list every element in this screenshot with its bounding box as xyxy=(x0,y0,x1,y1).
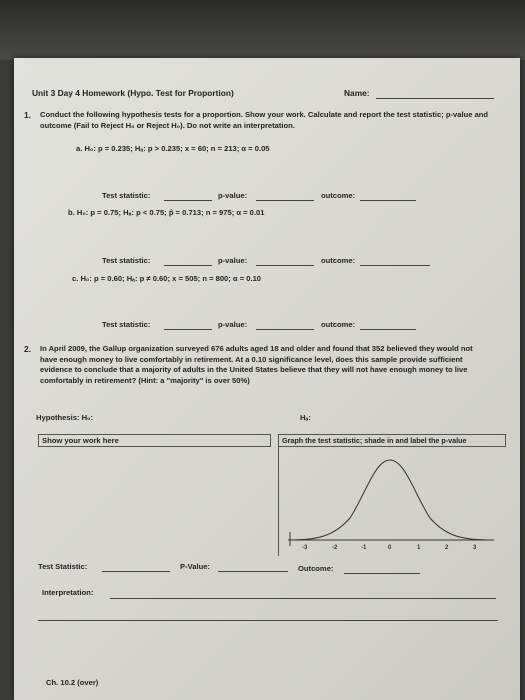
q2-p-value-line[interactable] xyxy=(218,571,288,572)
show-work-box-label: Show your work here xyxy=(38,434,271,447)
interpretation-label: Interpretation: xyxy=(42,588,94,597)
q1c-test-statistic-line[interactable] xyxy=(164,329,212,330)
q1a-test-statistic-line[interactable] xyxy=(164,200,212,201)
work-area[interactable] xyxy=(38,446,269,556)
background-shadow xyxy=(0,0,525,60)
q1b-p-value-label: p-value: xyxy=(218,256,248,265)
q1a-outcome-label: outcome: xyxy=(321,191,356,200)
axis-tick-label: -3 xyxy=(302,545,308,551)
q1c-outcome-line[interactable] xyxy=(360,329,416,330)
q1a-p-value-line[interactable] xyxy=(256,200,314,201)
q1c-p-value-label: p-value: xyxy=(218,320,248,329)
q1b-test-statistic-label: Test statistic: xyxy=(102,256,151,265)
name-line[interactable] xyxy=(376,98,494,99)
q1b-outcome-label: outcome: xyxy=(321,256,356,265)
q2-number: 2. xyxy=(24,344,31,354)
q1a-problem: a. H₀: p = 0.235; Hₐ: p > 0.235; x = 60; n = 213; α = 0.05 xyxy=(76,144,270,153)
page-title: Unit 3 Day 4 Homework (Hypo. Test for Proportion) xyxy=(32,88,234,98)
worksheet-page xyxy=(14,58,520,700)
q1-instructions: Conduct the following hypothesis tests for a proportion. Show your work. Calculate and report the test statistic; p-value and outcome (Fail to Reject H₀ or Reject H₀). Do not write an interpretation. xyxy=(40,110,489,130)
axis-tick-label: 2 xyxy=(445,545,449,551)
q2-p-value-label: P-Value: xyxy=(180,562,210,571)
graph-box-divider xyxy=(278,434,279,556)
q1a-p-value-label: p-value: xyxy=(218,191,248,200)
q2-text: In April 2009, the Gallup organization surveyed 676 adults aged 18 and older and found that 352 believed they would not have enough money to live comfortably in retirement. At a 0.10 significance level, does this sample provide sufficient evidence to conclude that a majority of adults in the United States believe that they will not have enough money to live comfortably in retirement? (Hint: a "majority" is over 50%) xyxy=(40,344,473,385)
q1b-p-value-line[interactable] xyxy=(256,265,314,266)
q1c-problem: c. H₀: p = 0.60; Hₐ: p ≠ 0.60; x = 505; n = 800; α = 0.10 xyxy=(72,274,262,283)
axis-tick-label: 3 xyxy=(473,545,477,551)
axis-tick-label: 1 xyxy=(417,545,421,551)
normal-curve xyxy=(290,460,490,540)
interpretation-line-2[interactable] xyxy=(38,620,498,621)
name-label: Name: xyxy=(344,88,370,98)
q1-number: 1. xyxy=(24,110,31,120)
q1a-outcome-line[interactable] xyxy=(360,200,416,201)
axis-tick-label: 0 xyxy=(388,545,392,551)
footer-chapter: Ch. 10.2 (over) xyxy=(46,678,99,687)
q1c-test-statistic-label: Test statistic: xyxy=(102,320,151,329)
normal-curve-graph[interactable] xyxy=(280,450,504,560)
q2-outcome-label: Outcome: xyxy=(298,564,334,573)
q1b-test-statistic-line[interactable] xyxy=(164,265,212,266)
ha-label: Hₐ: xyxy=(300,413,311,422)
q1a-test-statistic-label: Test statistic: xyxy=(102,191,151,200)
hypothesis-label: Hypothesis: H₀: xyxy=(36,413,94,422)
q1b-outcome-line[interactable] xyxy=(360,265,430,266)
q1c-outcome-label: outcome: xyxy=(321,320,356,329)
q2-test-statistic-line[interactable] xyxy=(102,571,170,572)
interpretation-line-1[interactable] xyxy=(110,598,496,599)
axis-tick-label: -2 xyxy=(332,545,338,551)
q1c-p-value-line[interactable] xyxy=(256,329,314,330)
q1b-problem: b. H₀: p = 0.75; Hₐ: p < 0.75; p̂ = 0.713; n = 975; α = 0.01 xyxy=(68,208,265,217)
graph-box-label: Graph the test statistic; shade in and label the p-value xyxy=(278,434,506,447)
q2-outcome-line[interactable] xyxy=(344,573,420,574)
axis-tick-label: -1 xyxy=(361,545,367,551)
q2-test-statistic-label: Test Statistic: xyxy=(38,562,88,571)
